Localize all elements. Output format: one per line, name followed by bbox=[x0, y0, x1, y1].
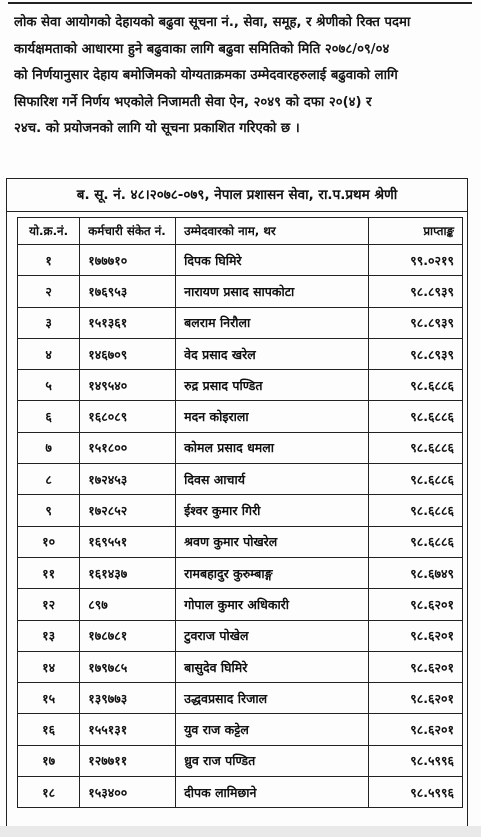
row-serial: ५ bbox=[18, 370, 80, 401]
row-candidate-name: गोपाल कुमार अधिकारी bbox=[176, 589, 369, 620]
notice-line: को निर्णयानुसार देहाय बमोजिमको योग्यताक्रमका उम्मेदवारहरुलाई बढुवाको लागि bbox=[14, 68, 398, 83]
table-row bbox=[18, 401, 463, 432]
row-score: ९८.६८८६ bbox=[369, 370, 463, 401]
row-candidate-name: दीपक लामिछाने bbox=[176, 777, 369, 808]
row-employee-code: १६१४३७ bbox=[80, 557, 176, 588]
row-score: ९८.६८८६ bbox=[369, 526, 463, 557]
row-employee-code: १३९७७३ bbox=[80, 683, 176, 714]
row-candidate-name: श्रवण कुमार पोखरेल bbox=[176, 526, 369, 557]
row-score: ९८.८९३९ bbox=[369, 338, 463, 369]
row-score: ९८.६७४९ bbox=[369, 557, 463, 588]
row-employee-code: १२७७११ bbox=[80, 745, 176, 776]
row-candidate-name: उद्धवप्रसाद रिजाल bbox=[176, 683, 369, 714]
row-employee-code: १७७७१० bbox=[80, 245, 176, 276]
row-candidate-name: टुवराज पोखेल bbox=[176, 620, 369, 651]
table-row bbox=[18, 370, 463, 401]
table-row bbox=[18, 495, 463, 526]
header-employee-code: कर्मचारी संकेत नं. bbox=[80, 218, 176, 245]
row-candidate-name: रुद्र प्रसाद पण्डित bbox=[176, 370, 369, 401]
row-employee-code: १४९५४० bbox=[80, 370, 176, 401]
row-candidate-name: मदन कोइराला bbox=[176, 401, 369, 432]
table-row bbox=[18, 714, 463, 745]
row-serial: १५ bbox=[18, 683, 80, 714]
row-employee-code: १६८०८९ bbox=[80, 401, 176, 432]
row-serial: २ bbox=[18, 276, 80, 307]
notice-line: लोक सेवा आयोगको देहायको बढुवा सूचना नं., सेवा, समूह, र श्रेणीको रिक्त पदमा bbox=[14, 15, 411, 30]
table-header-row bbox=[18, 218, 463, 245]
row-score: ९८.६८८६ bbox=[369, 432, 463, 463]
notice-paragraph bbox=[14, 10, 470, 170]
table-row bbox=[18, 307, 463, 338]
table-body bbox=[18, 245, 463, 808]
row-serial: ७ bbox=[18, 432, 80, 463]
row-score: ९८.६२०१ bbox=[369, 683, 463, 714]
table-row bbox=[18, 526, 463, 557]
row-score: ९८.६२०१ bbox=[369, 589, 463, 620]
row-score: ९९.०२१९ bbox=[369, 245, 463, 276]
table-row bbox=[18, 557, 463, 588]
row-employee-code: १७८७८१ bbox=[80, 620, 176, 651]
row-score: ९८.८९३९ bbox=[369, 307, 463, 338]
row-employee-code: १४६७०९ bbox=[80, 338, 176, 369]
row-serial: १७ bbox=[18, 745, 80, 776]
table-row bbox=[18, 745, 463, 776]
row-score: ९८.६२०१ bbox=[369, 714, 463, 745]
row-candidate-name: बलराम निरौला bbox=[176, 307, 369, 338]
table-row bbox=[18, 683, 463, 714]
row-candidate-name: वेद प्रसाद खरेल bbox=[176, 338, 369, 369]
table-row bbox=[18, 432, 463, 463]
row-score: ९८.६८८६ bbox=[369, 464, 463, 495]
table-row bbox=[18, 464, 463, 495]
table-row bbox=[18, 245, 463, 276]
notice-line: कार्यक्षमताको आधारमा हुने बढुवाका लागि बढुवा समितिको मिति २०७८/०९/०४ bbox=[14, 41, 390, 57]
row-serial: १६ bbox=[18, 714, 80, 745]
row-candidate-name: युव राज कट्टेल bbox=[176, 714, 369, 745]
notice-line: सिफारिश गर्ने निर्णय भएकोले निजामती सेवा ऐन, २०४९ को दफा २०(४) र bbox=[14, 94, 372, 110]
row-employee-code: १७६९५३ bbox=[80, 276, 176, 307]
row-score: ९८.५९९६ bbox=[369, 777, 463, 808]
row-serial: १० bbox=[18, 526, 80, 557]
table-row bbox=[18, 620, 463, 651]
row-score: ९८.६२०१ bbox=[369, 620, 463, 651]
row-candidate-name: ध्रुव राज पण्डित bbox=[176, 745, 369, 776]
row-candidate-name: कोमल प्रसाद धमला bbox=[176, 432, 369, 463]
row-candidate-name: दिपक घिमिरे bbox=[176, 245, 369, 276]
row-employee-code: १५३४०० bbox=[80, 777, 176, 808]
row-employee-code: १५५१३१ bbox=[80, 714, 176, 745]
table-row bbox=[18, 777, 463, 808]
table-row bbox=[18, 338, 463, 369]
table-row bbox=[18, 651, 463, 682]
row-candidate-name: रामबहादुर कुरुम्बाङ्ग bbox=[176, 557, 369, 588]
row-candidate-name: नारायण प्रसाद सापकोटा bbox=[176, 276, 369, 307]
table-caption: ब. सू. नं. ४८।२०७८-०७९, नेपाल प्रशासन सेवा, रा.प.प्रथम श्रेणी bbox=[7, 179, 467, 212]
table-row bbox=[18, 276, 463, 307]
row-serial: १४ bbox=[18, 651, 80, 682]
row-serial: १२ bbox=[18, 589, 80, 620]
row-serial: ११ bbox=[18, 557, 80, 588]
row-score: ९८.८९३९ bbox=[369, 276, 463, 307]
row-candidate-name: बासुदेव घिमिरे bbox=[176, 651, 369, 682]
header-score: प्राप्ताङ्क bbox=[369, 218, 463, 245]
row-employee-code: १७९७८५ bbox=[80, 651, 176, 682]
row-employee-code: १६९५५१ bbox=[80, 526, 176, 557]
results-table bbox=[17, 217, 463, 808]
header-candidate-name: उम्मेदवारको नाम, थर bbox=[176, 218, 369, 245]
row-candidate-name: ईश्वर कुमार गिरी bbox=[176, 495, 369, 526]
scan-edge bbox=[0, 826, 481, 837]
top-rule bbox=[8, 2, 472, 4]
row-score: ९८.६२०१ bbox=[369, 651, 463, 682]
row-serial: ९ bbox=[18, 495, 80, 526]
row-employee-code: १५१८०० bbox=[80, 432, 176, 463]
row-serial: १३ bbox=[18, 620, 80, 651]
row-employee-code: १७२८५२ bbox=[80, 495, 176, 526]
row-employee-code: १५१३६१ bbox=[80, 307, 176, 338]
row-employee-code: १७२४५३ bbox=[80, 464, 176, 495]
row-serial: ४ bbox=[18, 338, 80, 369]
table-row bbox=[18, 589, 463, 620]
row-candidate-name: दिवस आचार्य bbox=[176, 464, 369, 495]
row-employee-code: ८९७ bbox=[80, 589, 176, 620]
results-box bbox=[6, 178, 468, 837]
row-serial: ६ bbox=[18, 401, 80, 432]
row-serial: १८ bbox=[18, 777, 80, 808]
header-serial: यो.क्र.नं. bbox=[18, 218, 80, 245]
row-score: ९८.६८८६ bbox=[369, 495, 463, 526]
row-serial: ३ bbox=[18, 307, 80, 338]
row-serial: १ bbox=[18, 245, 80, 276]
notice-line: २४च. को प्रयोजनको लागि यो सूचना प्रकाशित गरिएको छ । bbox=[14, 121, 300, 136]
row-score: ९८.५९९६ bbox=[369, 745, 463, 776]
row-serial: ८ bbox=[18, 464, 80, 495]
row-score: ९८.६८८६ bbox=[369, 401, 463, 432]
